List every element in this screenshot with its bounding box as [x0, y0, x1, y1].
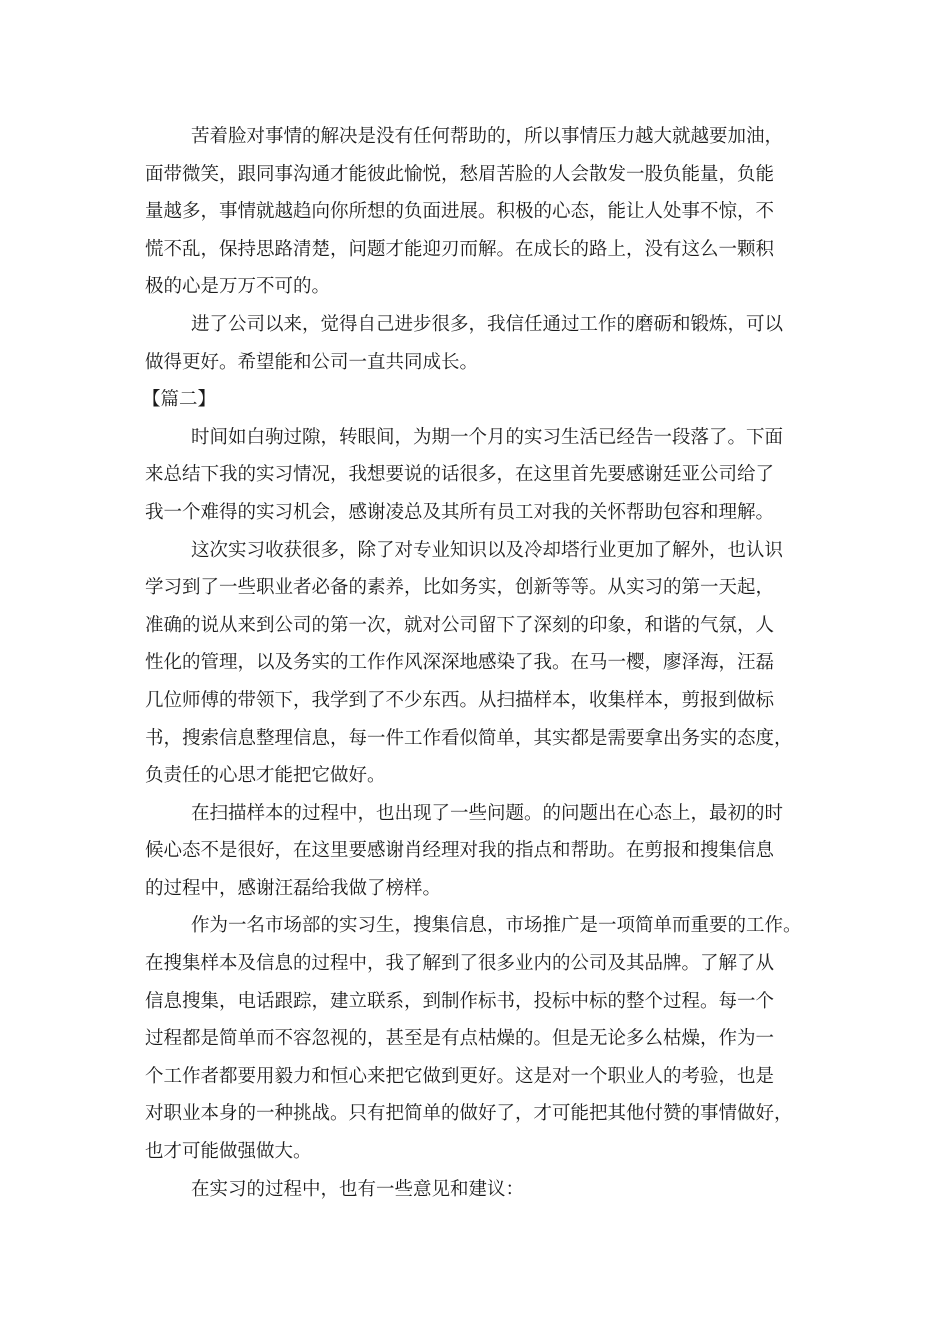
text-line: 负责任的心思才能把它做好。	[145, 765, 386, 787]
text-line: 个工作者都要用毅力和恒心来把它做到更好。这是对一个职业人的考验，也是	[145, 1065, 775, 1087]
text-line: 书，搜索信息整理信息，每一件工作看似简单，其实都是需要拿出务实的态度，	[145, 727, 793, 749]
text-line: 极的心是万万不可的。	[145, 276, 331, 298]
text-line: 苦着脸对事情的解决是没有任何帮助的，所以事情压力越大就越要加油，	[191, 126, 784, 147]
text-line: 的过程中，感谢汪磊给我做了榜样。	[145, 877, 442, 899]
text-line: 在实习的过程中，也有一些意见和建议：	[191, 1178, 525, 1200]
text-line: 我一个难得的实习机会，感谢凌总及其所有员工对我的关怀帮助包容和理解。	[145, 501, 775, 523]
document-body	[142, 118, 815, 1208]
text-line: 对职业本身的一种挑战。只有把简单的做好了，才可能把其他付赞的事情做好，	[145, 1103, 793, 1125]
section-heading: 【篇二】	[142, 389, 217, 411]
text-line: 在搜集样本及信息的过程中，我了解到了很多业内的公司及其品牌。了解了从	[145, 953, 775, 975]
text-line: 时间如白驹过隙，转眼间，为期一个月的实习生活已经告一段落了。下面	[191, 426, 784, 448]
text-line: 过程都是简单而不容忽视的，甚至是有点枯燥的。但是无论多么枯燥，作为一	[145, 1028, 775, 1050]
text-line: 学习到了一些职业者必备的素养，比如务实，创新等等。从实习的第一天起，	[145, 577, 775, 599]
text-line: 信息搜集，电话跟踪，建立联系，到制作标书，投标中标的整个过程。每一个	[145, 990, 775, 1012]
text-line: 慌不乱，保持思路清楚，问题才能迎刃而解。在成长的路上，没有这么一颗积	[145, 238, 775, 260]
text-line: 做得更好。希望能和公司一直共同成长。	[145, 351, 479, 373]
text-line: 在扫描样本的过程中，也出现了一些问题。的问题出在心态上，最初的时	[191, 802, 784, 824]
text-line: 量越多，事情就越趋向你所想的负面进展。积极的心态，能让人处事不惊，不	[145, 201, 775, 223]
text-line: 准确的说从来到公司的第一次，就对公司留下了深刻的印象，和谐的气氛，人	[145, 614, 775, 636]
text-line: 进了公司以来，觉得自己进步很多，我信任通过工作的磨砺和锻炼，可以	[191, 313, 784, 335]
text-line: 面带微笑，跟同事沟通才能彼此愉悦，愁眉苦脸的人会散发一股负能量，负能	[145, 163, 775, 185]
text-line: 也才可能做强做大。	[145, 1141, 312, 1163]
text-line: 候心态不是很好，在这里要感谢肖经理对我的指点和帮助。在剪报和搜集信息	[145, 840, 775, 862]
text-line: 来总结下我的实习情况，我想要说的话很多，在这里首先要感谢廷亚公司给了	[145, 464, 775, 486]
text-line: 作为一名市场部的实习生，搜集信息，市场推广是一项简单而重要的工作。	[191, 915, 802, 937]
text-line: 性化的管理，以及务实的工作作风深深地感染了我。在马一樱，廖泽海，汪磊	[145, 652, 775, 674]
text-line: 这次实习收获很多，除了对专业知识以及冷却塔行业更加了解外，也认识	[191, 539, 784, 561]
text-line: 几位师傅的带领下，我学到了不少东西。从扫描样本，收集样本，剪报到做标	[145, 689, 775, 711]
